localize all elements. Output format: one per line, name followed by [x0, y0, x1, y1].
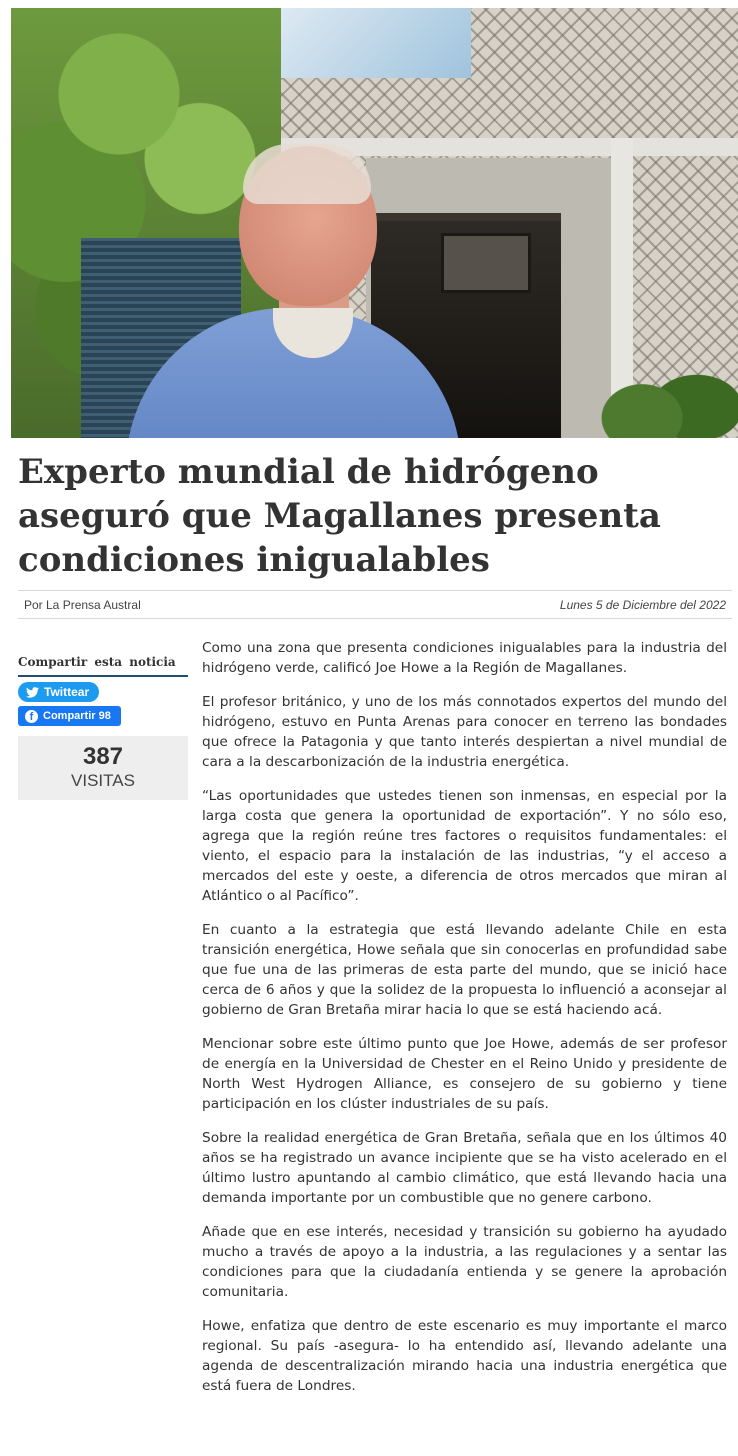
byline — [18, 590, 732, 619]
article-title: Experto mundial de hidrógeno aseguró que Magallanes presenta condiciones inigualables — [18, 452, 661, 580]
facebook-share-label: Compartir 98 — [43, 710, 111, 722]
hero-photo — [11, 8, 738, 438]
article-paragraph: Como una zona que presenta condiciones inigualables para la industria del hidrógeno verde, calificó Joe Howe a la Región de Magallanes. — [202, 640, 727, 676]
article-paragraph: Howe, enfatiza que dentro de este escenario es muy importante el marco regional. Su país -asegura- lo ha entendido así, llevando adelante una agenda de descentralización mirando hacia una industria energética que está fuera de Londres. — [202, 1318, 727, 1394]
facebook-f-icon: f — [25, 710, 38, 723]
article-date: Lunes 5 de Diciembre del 2022 — [559, 597, 726, 612]
share-title: Compartir esta noticia — [18, 655, 188, 677]
visits-label: VISITAS — [71, 771, 135, 790]
article-paragraph: Añade que en ese interés, necesidad y transición su gobierno ha ayudado mucho a través de apoyo a la industria, a las regulaciones y a sentar las condiciones para que la ciudadanía entienda y se genere la aprobación comunitaria. — [202, 1224, 727, 1300]
machine-panel — [441, 233, 531, 293]
article-paragraph: En cuanto a la estrategia que está llevando adelante Chile en esta transición energética, Howe señala que sin conocerlas en profundidad sabe que fue una de las primeras de esta parte del mundo, que se inició hace cerca de 6 años y que la solidez de la propuesta lo influenció a aconsejar al gobierno de Gran Bretaña mirar hacia lo que se está haciendo acá. — [202, 922, 727, 1018]
article-paragraph: Sobre la realidad energética de Gran Bretaña, señala que en los últimos 40 años se ha registrado un avance incipiente que se ha visto acelerado en el último lustro apuntando al cambio climático, que está llevando hacia una demanda importante por un combustible que no genere carbono. — [202, 1130, 727, 1206]
twitter-share-button[interactable] — [18, 682, 99, 702]
article-author: Por La Prensa Austral — [24, 597, 141, 612]
visits-count: 387 — [82, 743, 124, 770]
facebook-share-button[interactable] — [18, 706, 121, 726]
twitter-share-label: Twittear — [44, 685, 90, 699]
article-body — [202, 638, 727, 1410]
plant — [601, 338, 738, 438]
article-paragraph: “Las oportunidades que ustedes tienen son inmensas, en especial por la larga costa que genera la oportunidad de exportación”. Y no sólo eso, agrega que la región reúne tres factores o requisitos fundamentales: el viento, el espacio para la instalación de las industrias, “y el acceso a mercados del este y oeste, a diferencia de otros mercados que miran al Atlántico o al Pacífico”. — [202, 788, 727, 904]
person-hair — [243, 144, 371, 204]
visits-counter — [18, 736, 188, 800]
twitter-bird-icon — [26, 687, 39, 698]
article-paragraph: Mencionar sobre este último punto que Joe Howe, además de ser profesor de energía en la Universidad de Chester en el Reino Unido y presidente de North West Hydrogen Alliance, es consejero de su gobierno y tiene participación en los clúster industriales de su país. — [202, 1036, 727, 1112]
article-paragraph: El profesor británico, y uno de los más connotados expertos del mundo del hidrógeno, estuvo en Punta Arenas para conocer en terreno las bondades que ofrece la Patagonia y que tanto interés despiertan a nivel mundial de cara a la descarbonización de la industria energética. — [202, 694, 727, 770]
